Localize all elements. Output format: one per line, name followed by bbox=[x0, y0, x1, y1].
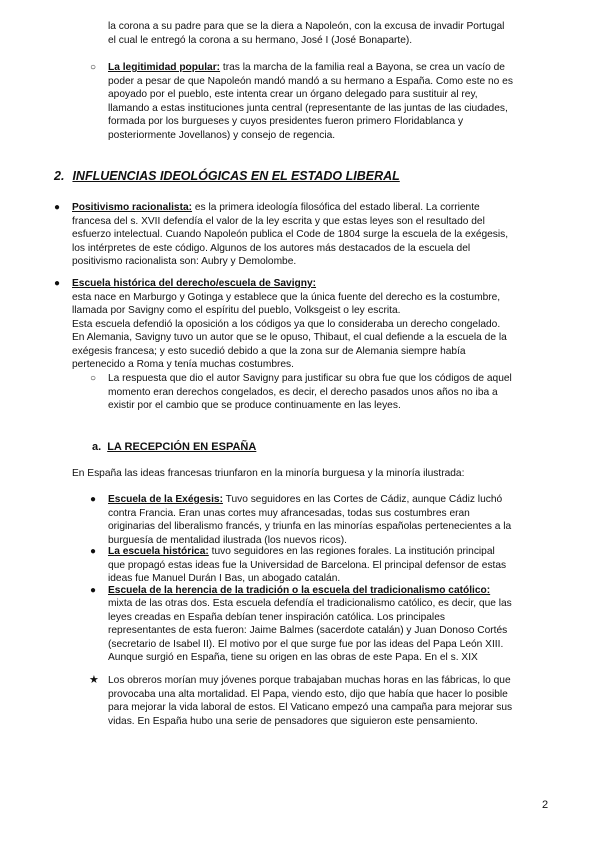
term-heading: Positivismo racionalista: bbox=[72, 202, 193, 213]
text-line: provocaba una alta mortalidad. El Papa, viendo esto, dijo que había que hacer lo posible bbox=[108, 689, 508, 700]
star-icon: ★ bbox=[89, 674, 99, 686]
subsection-letter: a. bbox=[92, 441, 102, 453]
section-heading bbox=[54, 169, 400, 183]
text-line: existir por el cambio que se produce continuamente en las leyes. bbox=[108, 400, 401, 411]
text-run: es la primera ideología filosófica del estado liberal. La corriente bbox=[192, 202, 480, 213]
bullet-icon: ● bbox=[54, 278, 61, 289]
text-line: la corona a su padre para que se la diera a Napoleón, con la excusa de invadir Portugal bbox=[108, 21, 505, 32]
text-run: tuvo seguidores en las regiones forales. La institución principal bbox=[208, 546, 495, 557]
text-line: originarias del liberalismo francés, y triunfa en las minorías españolas pertenecientes a la bbox=[108, 521, 512, 532]
text-line: contra Francia. Eran unas cortes muy afrancesadas, todas sus costumbres eran bbox=[108, 508, 470, 519]
text-line: Aunque surgió en España, tiene su origen en las obras de este Papa. En el s. XIX bbox=[108, 652, 478, 663]
subsection-title: LA RECEPCIÓN EN ESPAÑA bbox=[107, 441, 257, 453]
text-line: burguesía de mentalidad ilustrada (los nuevos ricos). bbox=[108, 535, 347, 546]
text-line: ideas fue Manuel Durán I Bas, un abogado catalán. bbox=[108, 573, 341, 584]
text-line: para mejorar la vida laboral de estos. El Vaticano empezó una campaña para mejorar sus bbox=[108, 702, 513, 713]
text-line: positivismo racionalista son: Aubry y Demolombe. bbox=[72, 256, 297, 267]
text-run: tras la marcha de la familia real a Bayona, se crea un vacío de bbox=[220, 62, 505, 73]
text-line: que propagó estas ideas fue la Universidad de Barcelona. El principal defensor de estas bbox=[108, 560, 507, 571]
term-heading: La escuela histórica: bbox=[108, 546, 209, 557]
text-line: En Alemania, Savigny tuvo un autor que se le opuso, Thibaut, el cual defiende a la escuela de la bbox=[72, 332, 507, 343]
section-title: INFLUENCIAS IDEOLÓGICAS EN EL ESTADO LIBERAL bbox=[72, 169, 400, 183]
text-line: esfuerzo intelectual. Cuando Napoleón publica el Code de 1804 surge la escuela de la exégesis, bbox=[72, 229, 509, 240]
text-line: leyes creadas en España debían tener inspiración católica. Los principales bbox=[108, 612, 445, 623]
text-line: los intérpretes de este código. Algunos de los autores más destacados de la escuela del bbox=[72, 243, 471, 254]
section-number: 2. bbox=[54, 169, 65, 183]
page-number: 2 bbox=[542, 799, 549, 811]
text-line: momento eran derechos congelados, es decir, el derecho pasados unos años no iba a bbox=[108, 387, 498, 398]
hollow-bullet-icon: ○ bbox=[90, 373, 97, 384]
text-line bbox=[72, 201, 480, 215]
bullet-icon: ● bbox=[90, 585, 97, 596]
intro-text: En España las ideas francesas triunfaron en la minoría burguesa y la minoría ilustrada: bbox=[72, 468, 465, 479]
text-line: llamando a estas instituciones junta central (representante de las juntas de las ciudades, bbox=[108, 103, 508, 114]
term-heading: La legitimidad popular: bbox=[108, 62, 221, 73]
text-line: el cual le entregó la corona a su hermano, José I (José Bonaparte). bbox=[108, 35, 413, 46]
term-heading: Escuela de la herencia de la tradición o la escuela del tradicionalismo católico: bbox=[108, 585, 491, 596]
text-line: vidas. En España hubo una serie de pensadores que siguieron este pensamiento. bbox=[108, 716, 478, 727]
subsection-heading bbox=[92, 441, 256, 453]
text-line: apoyado por el pueblo, este intenta crear un órgano delegado para sustituir al rey, bbox=[108, 89, 478, 100]
text-run: Tuvo seguidores en las Cortes de Cádiz, aunque Cádiz luchó bbox=[222, 494, 503, 505]
text-line bbox=[108, 61, 505, 75]
text-line bbox=[108, 584, 490, 598]
term-heading: Escuela de la Exégesis: bbox=[108, 494, 223, 505]
text-line: La respuesta que dio el autor Savigny para justificar su obra fue que los códigos de aquel bbox=[108, 373, 512, 384]
text-line: exégesis francesa; y esto sucedió debido a que la zona sur de Alemania siempre había bbox=[72, 346, 466, 357]
text-line: mixta de las otras dos. Esta escuela defendía el tradicionalismo católico, es decir, que las bbox=[108, 598, 512, 609]
text-line: esta nace en Marburgo y Gotinga y establece que la única fuente del derecho es la costumbre, bbox=[72, 292, 501, 303]
text-line bbox=[72, 277, 316, 291]
text-line bbox=[108, 493, 502, 507]
term-heading: Escuela histórica del derecho/escuela de Savigny: bbox=[72, 278, 317, 289]
text-line: formada por los burgueses y cuyos presidentes fueron primero Floridablanca y bbox=[108, 116, 464, 127]
text-line: llamada por Savigny como el espíritu del pueblo, Volksgeist o ley escrita. bbox=[72, 305, 401, 316]
text-line: pertenecido a Roma y tenía muchas costumbres. bbox=[72, 359, 294, 370]
text-line: posteriormente Jovellanos) y consejo de regencia. bbox=[108, 130, 336, 141]
text-line: poder a pesar de que Napoleón mandó mandó a su hermano a España. Como este no es bbox=[108, 76, 513, 87]
text-line bbox=[108, 545, 495, 559]
bullet-icon: ● bbox=[90, 494, 97, 505]
text-line: (secretario de Isabel II). El motivo por el que surge fue por las ideas del Papa León XIII. bbox=[108, 639, 504, 650]
text-line: Los obreros morían muy jóvenes porque trabajaban muchas horas en las fábricas, lo que bbox=[108, 675, 511, 686]
text-line: Esta escuela defendió la oposición a los códigos ya que lo consideraba un derecho congelado. bbox=[72, 319, 501, 330]
bullet-icon: ● bbox=[90, 546, 97, 557]
hollow-bullet-icon: ○ bbox=[90, 62, 97, 73]
text-line: representantes de esta fueron: Jaime Balmes (sacerdote catalán) y Juan Donoso Cortés bbox=[108, 625, 508, 636]
text-line: francesa del s. XVII defendía el valor de la ley escrita y que estas leyes son el resultado del bbox=[72, 216, 485, 227]
bullet-icon: ● bbox=[54, 202, 61, 213]
